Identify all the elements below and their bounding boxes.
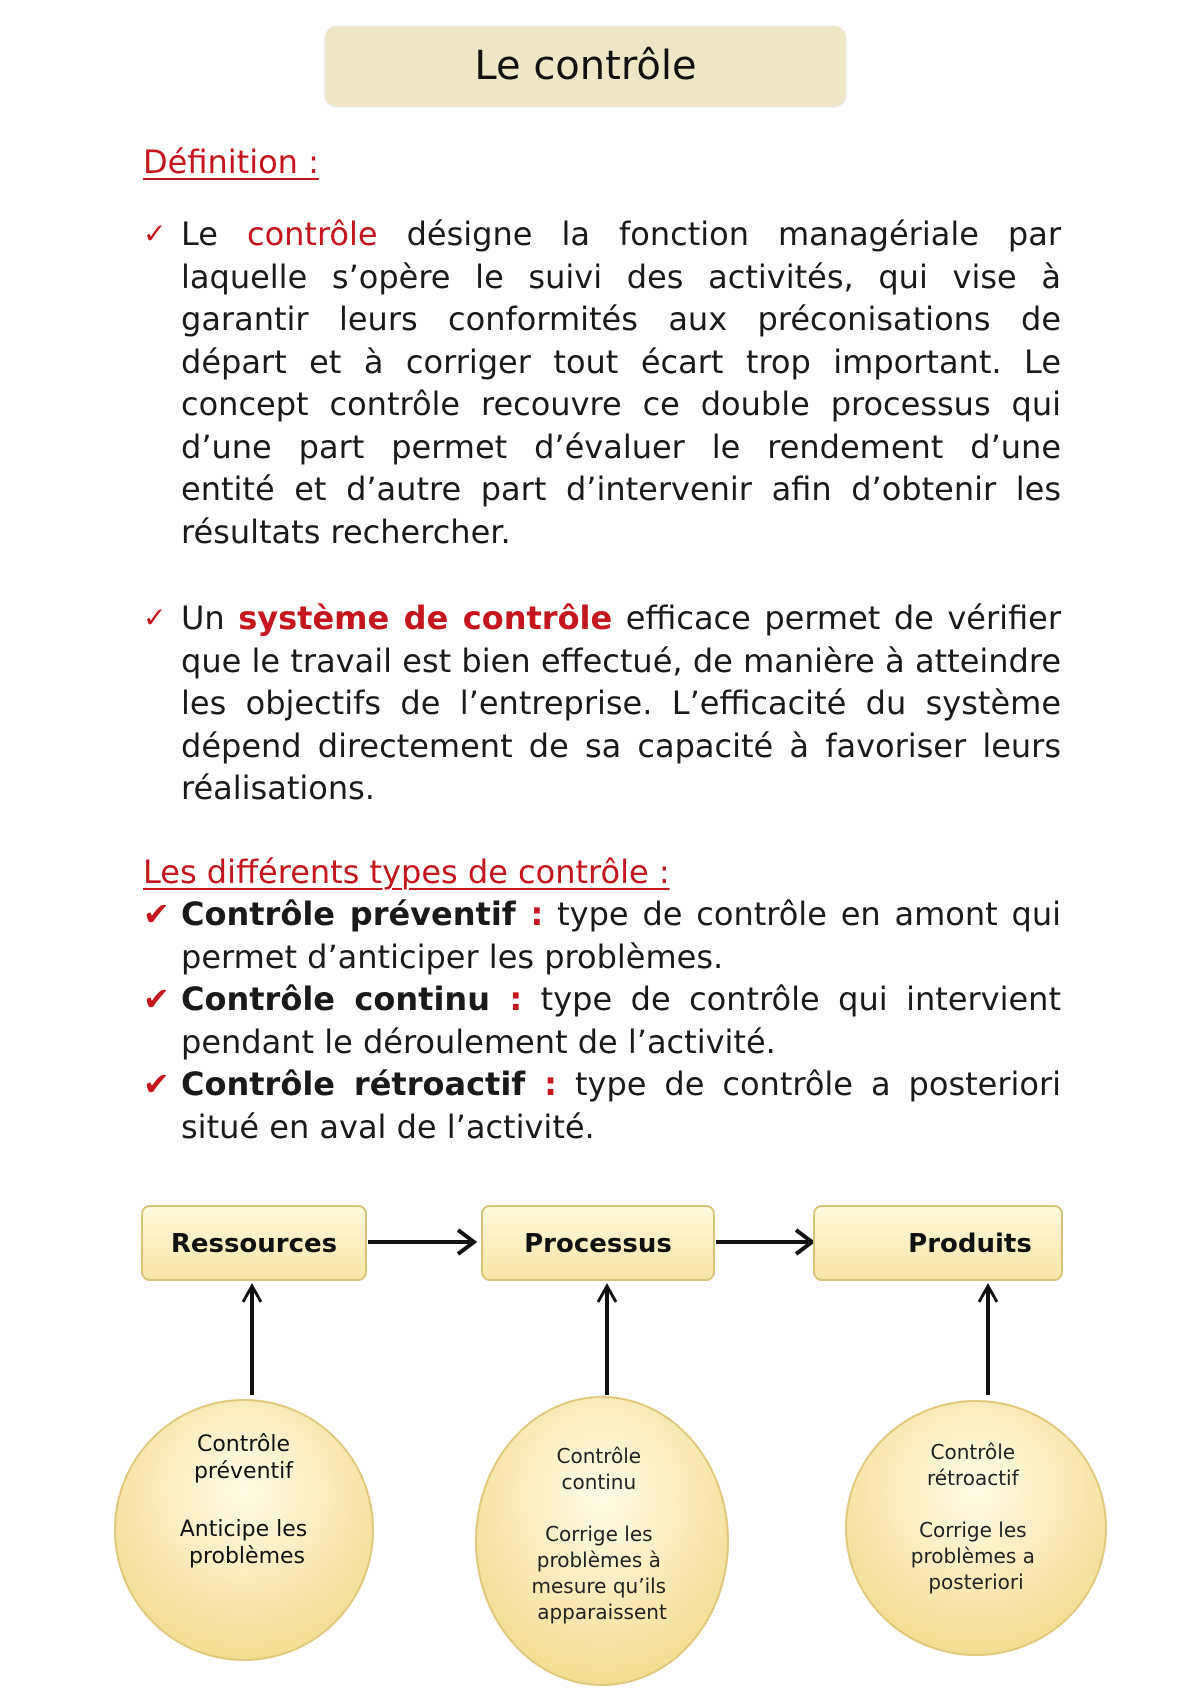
circle-continu (476, 1397, 728, 1685)
definition-heading: Définition : (143, 143, 319, 181)
control-arrows (243, 1286, 997, 1395)
box-produits (814, 1206, 1062, 1280)
definition-text: Un système de contrôle efficace permet de vérifier que le travail est bien effectué, de manière à atteindre les objectifs de l’entreprise. L’efficacité du système dépend directement de sa capacité à favoriser leurs réalisations. (181, 599, 1061, 807)
term: contrôle (246, 215, 378, 253)
svg-text:Contrôle continu C: Contrôle continu Corrige les problèmes à mesure qu’ils apparaissent (531, 1444, 667, 1624)
svg-text:Contrôle préventif: Contrôle préventif Anticipe les problèmes (179, 1432, 308, 1569)
circle-retroactif (846, 1401, 1106, 1655)
box-label: Ressources (170, 1229, 338, 1259)
checkmark-icon: ✓ (143, 217, 167, 250)
type-item: ✔ Contrôle préventif : type de contrôle en amont qui permet d’anticiper les problèmes. (143, 893, 1061, 978)
checkmark-icon: ✔ (143, 980, 170, 1018)
type-item: ✔ Contrôle continu : type de contrôle qui intervient pendant le déroulement de l’activité. (143, 978, 1061, 1063)
definition-text: Le contrôle désigne la fonction managériale par laquelle s’opère le suivi des activités, qui vise à garantir leurs conformités aux préconisations de départ et à corriger tout écart trop important. Le concept contrôle recouvre ce double processus qui d’une part permet d’évaluer le rendement d’une entité et d’autre part d’intervenir afin d’obtenir les résultats rechercher. (181, 215, 1061, 551)
term: système de contrôle (238, 599, 613, 637)
type-name: Contrôle continu (181, 980, 490, 1018)
box-processus (482, 1206, 714, 1280)
checkmark-icon: ✔ (143, 1065, 170, 1103)
checkmark-icon: ✔ (143, 895, 170, 933)
types-heading: Les différents types de contrôle : (143, 853, 670, 891)
page-title: Le contrôle (474, 43, 697, 89)
box-label: Produits (908, 1229, 1032, 1259)
checkmark-icon: ✓ (143, 601, 167, 634)
type-name: Contrôle préventif (181, 895, 516, 933)
box-ressources (142, 1206, 366, 1280)
type-item: ✔ Contrôle rétroactif : type de contrôle a posteriori situé en aval de l’activité. (143, 1063, 1061, 1148)
type-name: Contrôle rétroactif (181, 1065, 526, 1103)
svg-text:Contrôle rétroactif: Contrôle rétroactif Corrige les problèmes a posteriori (910, 1440, 1035, 1594)
box-label: Processus (524, 1229, 672, 1259)
circle-preventif (115, 1400, 373, 1660)
